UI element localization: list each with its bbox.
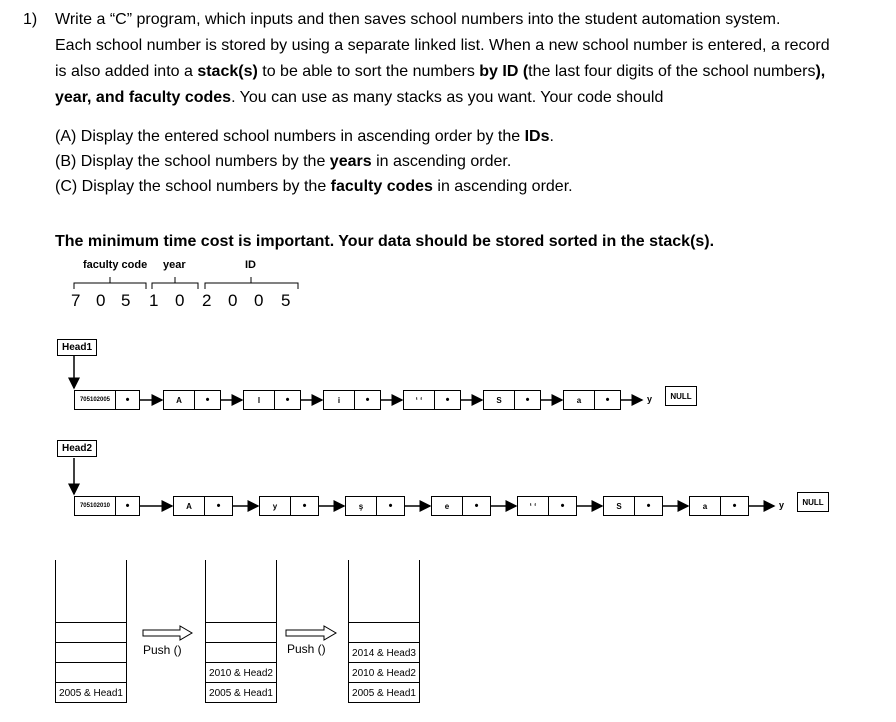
text-run: (B) Display the school numbers by the xyxy=(55,153,330,170)
text-run: the last four digits of the school numbers xyxy=(528,63,816,80)
pointer-dot-icon: • xyxy=(216,500,221,512)
node-value: a xyxy=(690,497,721,515)
node-value: i xyxy=(324,391,355,409)
bold-run: IDs xyxy=(524,128,550,145)
text-run: Write a “C” program, which inputs and then saves school numbers into the student automation system. xyxy=(55,11,781,28)
text-run: Each school number is stored by using a separate linked list. When a new school number is entered, a record xyxy=(55,37,830,54)
text-run: in ascending order. xyxy=(432,178,573,195)
bold-run: years xyxy=(329,153,372,170)
pointer-dot-icon: • xyxy=(285,394,290,406)
push-arrow-icon-2 xyxy=(286,626,336,640)
pointer-dot-icon: • xyxy=(125,500,130,512)
stack-slot: 2010 & Head2 xyxy=(206,662,276,683)
stack-slot: 2010 & Head2 xyxy=(349,662,419,683)
faculty-code-bracket xyxy=(74,277,146,289)
digit: 0 xyxy=(254,291,264,310)
node-value: ‘ ‘ xyxy=(404,391,435,409)
node-value: l xyxy=(244,391,275,409)
list2-first-value: 705102010 xyxy=(75,497,116,515)
id-bracket xyxy=(205,277,298,289)
year-bracket xyxy=(152,277,198,289)
faculty-code-label: faculty code xyxy=(83,259,148,271)
node-value: S xyxy=(604,497,635,515)
pointer-dot-icon: • xyxy=(302,500,307,512)
text-run: to be able to sort the numbers xyxy=(257,63,480,80)
stack-slot: 2005 & Head1 xyxy=(56,682,126,703)
list1-first-value: 705102005 xyxy=(75,391,116,409)
digit: 1 xyxy=(149,291,159,310)
stack-slot: 2005 & Head1 xyxy=(349,682,419,703)
note-text: The minimum time cost is important. Your data should be stored sorted in the stack(s). xyxy=(55,233,715,250)
pointer-dot-icon: • xyxy=(125,394,130,406)
node-value: ‘ ‘ xyxy=(518,497,549,515)
text-run: is also added into a xyxy=(55,63,198,80)
pointer-dot-icon: • xyxy=(525,394,530,406)
push-label-2: Push () xyxy=(287,642,326,656)
text-run: (A) Display the entered school numbers in ascending order by the xyxy=(55,128,525,145)
stack-slot: 2005 & Head1 xyxy=(206,682,276,703)
head1-label: Head1 xyxy=(57,339,97,356)
bold-run: ), xyxy=(815,63,826,80)
digit: 5 xyxy=(281,291,291,310)
node-value: y xyxy=(779,500,785,510)
null-cell: NULL xyxy=(797,492,829,512)
bold-run: stack(s) xyxy=(197,63,258,80)
bold-run: by ID ( xyxy=(479,63,529,80)
node-value: y xyxy=(647,394,653,404)
bold-run: year, and faculty codes xyxy=(55,89,232,106)
id-label: ID xyxy=(245,259,256,271)
push-label-1: Push () xyxy=(143,643,182,657)
pointer-dot-icon: • xyxy=(365,394,370,406)
digit: 0 xyxy=(175,291,185,310)
pointer-dot-icon: • xyxy=(445,394,450,406)
node-value: e xyxy=(432,497,463,515)
node-value: S xyxy=(484,391,515,409)
node-value: A xyxy=(164,391,195,409)
pointer-dot-icon: • xyxy=(205,394,210,406)
digit: 7 xyxy=(71,291,81,310)
text-run: . xyxy=(549,128,554,145)
pointer-dot-icon: • xyxy=(732,500,737,512)
node-value: a xyxy=(564,391,595,409)
pointer-dot-icon: • xyxy=(605,394,610,406)
pointer-dot-icon: • xyxy=(646,500,651,512)
digit: 0 xyxy=(228,291,238,310)
digit: 2 xyxy=(202,291,212,310)
year-label: year xyxy=(163,259,186,271)
pointer-dot-icon: • xyxy=(560,500,565,512)
digit: 0 xyxy=(96,291,106,310)
push-arrow-icon-1 xyxy=(143,626,192,640)
stack-slot: 2014 & Head3 xyxy=(349,642,419,663)
text-run: . You can use as many stacks as you want. Your code should xyxy=(231,89,664,106)
text-run: in ascending order. xyxy=(371,153,512,170)
question-number: 1) xyxy=(23,11,38,28)
bold-run: faculty codes xyxy=(330,178,433,195)
node-value: y xyxy=(260,497,291,515)
digit: 5 xyxy=(121,291,131,310)
node-value: ş xyxy=(346,497,377,515)
head2-label: Head2 xyxy=(57,440,97,457)
pointer-dot-icon: • xyxy=(388,500,393,512)
null-cell: NULL xyxy=(665,386,697,406)
text-run: (C) Display the school numbers by the xyxy=(55,178,331,195)
node-value: A xyxy=(174,497,205,515)
pointer-dot-icon: • xyxy=(474,500,479,512)
